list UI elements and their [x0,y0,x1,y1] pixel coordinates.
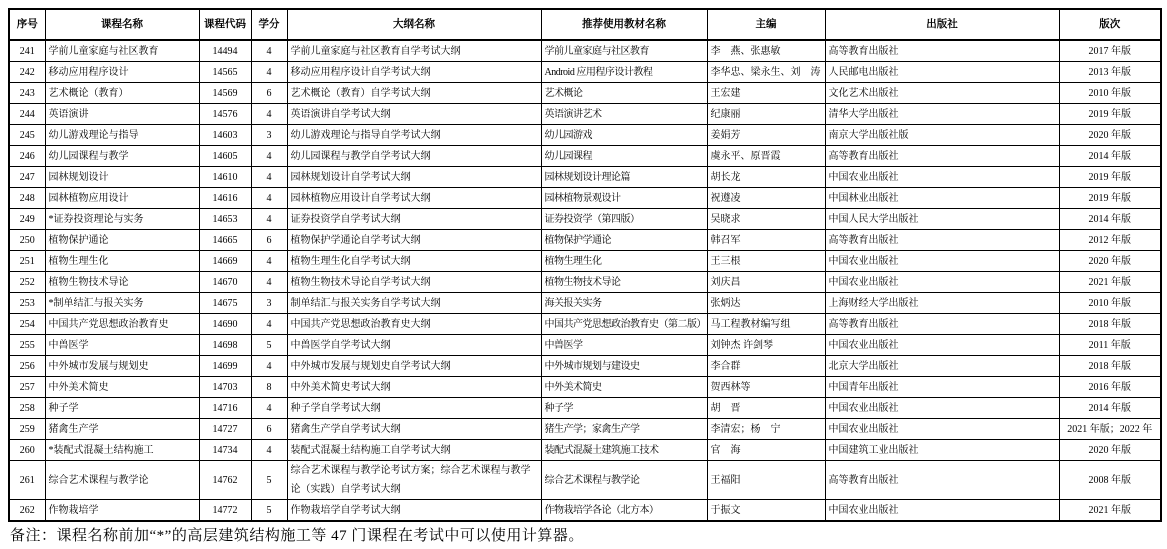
cell-credits: 4 [251,104,287,125]
cell-textbook-name: 中国共产党思想政治教育史（第二版） [541,314,707,335]
cell-edition: 2012 年版 [1059,230,1161,251]
cell-credits: 4 [251,356,287,377]
table-row [9,440,1161,461]
cell-textbook-name: 证券投资学（第四版） [541,209,707,230]
cell-course-name: 幼儿游戏理论与指导 [45,125,199,146]
cell-course-name: *制单结汇与报关实务 [45,293,199,314]
cell-edition: 2019 年版 [1059,104,1161,125]
cell-textbook-name: 中外美术简史 [541,377,707,398]
cell-edition: 2014 年版 [1059,209,1161,230]
cell-textbook-name: 猪生产学；家禽生产学 [541,419,707,440]
cell-course-code: 14653 [199,209,251,230]
cell-edition: 2018 年版 [1059,356,1161,377]
cell-outline-name: 艺术概论（教育）自学考试大纲 [287,83,541,104]
cell-textbook-name: 植物生理生化 [541,251,707,272]
cell-publisher: 中国建筑工业出版社 [825,440,1059,461]
cell-editor: 马工程教材编写组 [707,314,825,335]
cell-num: 244 [9,104,45,125]
column-header-credits: 学分 [251,9,287,40]
table-row [9,419,1161,440]
cell-editor: 刘钟杰 许剑琴 [707,335,825,356]
cell-course-name: 中外美术简史 [45,377,199,398]
table-row [9,335,1161,356]
cell-num: 246 [9,146,45,167]
cell-num: 256 [9,356,45,377]
cell-textbook-name: 艺术概论 [541,83,707,104]
cell-course-name: 中外城市发展与规划史 [45,356,199,377]
cell-num: 255 [9,335,45,356]
cell-course-name: 学前儿童家庭与社区教育 [45,40,199,62]
cell-outline-name: 装配式混凝土结构施工自学考试大纲 [287,440,541,461]
cell-num: 247 [9,167,45,188]
cell-course-code: 14675 [199,293,251,314]
cell-editor: 王三根 [707,251,825,272]
table-row [9,83,1161,104]
cell-editor: 李华忠、梁永生、刘 涛 [707,62,825,83]
table-row [9,377,1161,398]
cell-course-code: 14699 [199,356,251,377]
cell-publisher: 高等教育出版社 [825,461,1059,500]
cell-editor: 李 燕、张惠敏 [707,40,825,62]
cell-editor: 张炳达 [707,293,825,314]
cell-credits: 5 [251,461,287,500]
table-row [9,62,1161,83]
cell-editor: 姜娟芳 [707,125,825,146]
cell-course-code: 14698 [199,335,251,356]
cell-edition: 2020 年版 [1059,440,1161,461]
cell-publisher: 高等教育出版社 [825,146,1059,167]
cell-edition: 2010 年版 [1059,83,1161,104]
table-row [9,230,1161,251]
cell-editor: 刘庆昌 [707,272,825,293]
cell-publisher: 文化艺术出版社 [825,83,1059,104]
cell-editor: 王宏建 [707,83,825,104]
cell-num: 257 [9,377,45,398]
cell-publisher: 清华大学出版社 [825,104,1059,125]
cell-outline-name: 英语演讲自学考试大纲 [287,104,541,125]
cell-textbook-name: 幼儿园课程 [541,146,707,167]
cell-course-code: 14610 [199,167,251,188]
cell-outline-name: 幼儿游戏理论与指导自学考试大纲 [287,125,541,146]
cell-outline-name: 移动应用程序设计自学考试大纲 [287,62,541,83]
cell-publisher: 中国农业出版社 [825,500,1059,522]
cell-course-code: 14669 [199,251,251,272]
table-row [9,272,1161,293]
cell-edition: 2017 年版 [1059,40,1161,62]
table-row [9,251,1161,272]
cell-num: 258 [9,398,45,419]
cell-textbook-name: 幼儿园游戏 [541,125,707,146]
cell-num: 250 [9,230,45,251]
cell-outline-name: 证券投资学自学考试大纲 [287,209,541,230]
cell-editor: 贺西林等 [707,377,825,398]
cell-editor: 于振文 [707,500,825,522]
cell-editor: 吴晓求 [707,209,825,230]
cell-publisher: 中国青年出版社 [825,377,1059,398]
cell-course-name: 英语演讲 [45,104,199,125]
cell-course-code: 14576 [199,104,251,125]
cell-textbook-name: 园林规划设计理论篇 [541,167,707,188]
cell-publisher: 中国人民大学出版社 [825,209,1059,230]
cell-outline-name: 植物保护学通论自学考试大纲 [287,230,541,251]
column-header-editor: 主编 [707,9,825,40]
cell-editor: 官 海 [707,440,825,461]
cell-course-code: 14605 [199,146,251,167]
cell-publisher: 中国农业出版社 [825,419,1059,440]
cell-outline-name: 猪禽生产学自学考试大纲 [287,419,541,440]
cell-edition: 2013 年版 [1059,62,1161,83]
cell-publisher: 中国农业出版社 [825,251,1059,272]
cell-edition: 2020 年版 [1059,251,1161,272]
cell-credits: 6 [251,419,287,440]
cell-course-code: 14734 [199,440,251,461]
cell-editor: 虞永平、原晋霞 [707,146,825,167]
cell-textbook-name: 中兽医学 [541,335,707,356]
cell-course-name: 植物保护通论 [45,230,199,251]
cell-course-name: 植物生物技术导论 [45,272,199,293]
cell-course-code: 14616 [199,188,251,209]
cell-num: 260 [9,440,45,461]
cell-num: 261 [9,461,45,500]
cell-outline-name: 制单结汇与报关实务自学考试大纲 [287,293,541,314]
cell-publisher: 高等教育出版社 [825,230,1059,251]
cell-course-name: 中国共产党思想政治教育史 [45,314,199,335]
cell-course-name: *证券投资理论与实务 [45,209,199,230]
column-header-code: 课程代码 [199,9,251,40]
cell-outline-name: 作物栽培学自学考试大纲 [287,500,541,522]
cell-num: 262 [9,500,45,522]
cell-edition: 2014 年版 [1059,398,1161,419]
column-header-textbook: 推荐使用教材名称 [541,9,707,40]
cell-edition: 2011 年版 [1059,335,1161,356]
cell-credits: 4 [251,398,287,419]
cell-edition: 2019 年版 [1059,167,1161,188]
table-row [9,314,1161,335]
cell-course-code: 14690 [199,314,251,335]
cell-editor: 李合群 [707,356,825,377]
table-row [9,209,1161,230]
cell-textbook-name: 英语演讲艺术 [541,104,707,125]
cell-publisher: 高等教育出版社 [825,40,1059,62]
cell-course-name: *装配式混凝土结构施工 [45,440,199,461]
cell-num: 252 [9,272,45,293]
cell-credits: 4 [251,188,287,209]
table-header-row [9,9,1161,40]
cell-edition: 2021 年版 [1059,272,1161,293]
cell-outline-name: 中外美术简史考试大纲 [287,377,541,398]
cell-num: 243 [9,83,45,104]
cell-outline-name: 植物生物技术导论自学考试大纲 [287,272,541,293]
cell-credits: 4 [251,440,287,461]
column-header-num: 序号 [9,9,45,40]
cell-textbook-name: 园林植物景观设计 [541,188,707,209]
cell-publisher: 高等教育出版社 [825,314,1059,335]
cell-course-code: 14703 [199,377,251,398]
cell-course-name: 猪禽生产学 [45,419,199,440]
cell-publisher: 中国农业出版社 [825,398,1059,419]
cell-credits: 4 [251,251,287,272]
cell-outline-name: 幼儿园课程与教学自学考试大纲 [287,146,541,167]
cell-num: 251 [9,251,45,272]
cell-textbook-name: 植物保护学通论 [541,230,707,251]
cell-outline-name: 中外城市发展与规划史自学考试大纲 [287,356,541,377]
cell-course-code: 14565 [199,62,251,83]
cell-course-name: 综合艺术课程与教学论 [45,461,199,500]
cell-editor: 胡 晋 [707,398,825,419]
cell-course-name: 中兽医学 [45,335,199,356]
cell-num: 245 [9,125,45,146]
table-row [9,188,1161,209]
cell-course-code: 14772 [199,500,251,522]
cell-editor: 胡长龙 [707,167,825,188]
cell-credits: 5 [251,335,287,356]
cell-publisher: 北京大学出版社 [825,356,1059,377]
cell-course-name: 植物生理生化 [45,251,199,272]
cell-editor: 韩召军 [707,230,825,251]
cell-textbook-name: 植物生物技术导论 [541,272,707,293]
cell-credits: 4 [251,209,287,230]
cell-course-name: 作物栽培学 [45,500,199,522]
cell-num: 241 [9,40,45,62]
cell-publisher: 中国农业出版社 [825,335,1059,356]
cell-textbook-name: 海关报关实务 [541,293,707,314]
cell-outline-name: 中国共产党思想政治教育史大纲 [287,314,541,335]
cell-credits: 4 [251,146,287,167]
table-row [9,293,1161,314]
cell-edition: 2019 年版 [1059,188,1161,209]
cell-edition: 2010 年版 [1059,293,1161,314]
cell-num: 253 [9,293,45,314]
cell-edition: 2020 年版 [1059,125,1161,146]
cell-course-name: 幼儿园课程与教学 [45,146,199,167]
cell-course-code: 14762 [199,461,251,500]
cell-credits: 6 [251,230,287,251]
column-header-name: 课程名称 [45,9,199,40]
cell-course-code: 14727 [199,419,251,440]
table-row [9,104,1161,125]
cell-textbook-name: 学前儿童家庭与社区教育 [541,40,707,62]
cell-publisher: 人民邮电出版社 [825,62,1059,83]
cell-credits: 4 [251,314,287,335]
cell-outline-name: 学前儿童家庭与社区教育自学考试大纲 [287,40,541,62]
footnote: 备注：课程名称前加“*”的高层建筑结构施工等 47 门课程在考试中可以使用计算器。 [10,528,584,544]
cell-edition: 2021 年版 [1059,500,1161,522]
cell-credits: 4 [251,40,287,62]
cell-num: 242 [9,62,45,83]
cell-edition: 2021 年版；2022 年 [1059,419,1161,440]
cell-textbook-name: 综合艺术课程与教学论 [541,461,707,500]
table-row [9,146,1161,167]
cell-outline-name: 中兽医学自学考试大纲 [287,335,541,356]
cell-credits: 5 [251,500,287,522]
column-header-edition: 版次 [1059,9,1161,40]
cell-credits: 6 [251,83,287,104]
cell-editor: 祝遵凌 [707,188,825,209]
cell-num: 254 [9,314,45,335]
cell-course-name: 艺术概论（教育） [45,83,199,104]
table-row [9,398,1161,419]
cell-course-code: 14716 [199,398,251,419]
cell-edition: 2014 年版 [1059,146,1161,167]
cell-course-name: 园林植物应用设计 [45,188,199,209]
cell-publisher: 南京大学出版社版 [825,125,1059,146]
table-row [9,125,1161,146]
cell-publisher: 中国农业出版社 [825,167,1059,188]
column-header-publisher: 出版社 [825,9,1059,40]
cell-credits: 8 [251,377,287,398]
cell-num: 259 [9,419,45,440]
cell-edition: 2018 年版 [1059,314,1161,335]
cell-num: 248 [9,188,45,209]
cell-outline-name: 园林规划设计自学考试大纲 [287,167,541,188]
cell-outline-name: 种子学自学考试大纲 [287,398,541,419]
cell-edition: 2016 年版 [1059,377,1161,398]
cell-credits: 4 [251,62,287,83]
column-header-outline: 大纲名称 [287,9,541,40]
cell-course-code: 14494 [199,40,251,62]
cell-publisher: 中国林业出版社 [825,188,1059,209]
cell-course-name: 种子学 [45,398,199,419]
cell-course-name: 移动应用程序设计 [45,62,199,83]
cell-credits: 3 [251,293,287,314]
cell-edition: 2008 年版 [1059,461,1161,500]
table-row [9,500,1161,522]
cell-publisher: 上海财经大学出版社 [825,293,1059,314]
cell-credits: 4 [251,167,287,188]
cell-course-name: 园林规划设计 [45,167,199,188]
table-row [9,40,1161,62]
cell-credits: 4 [251,272,287,293]
cell-course-code: 14670 [199,272,251,293]
cell-textbook-name: Android 应用程序设计教程 [541,62,707,83]
cell-textbook-name: 种子学 [541,398,707,419]
cell-textbook-name: 作物栽培学各论（北方本） [541,500,707,522]
cell-course-code: 14569 [199,83,251,104]
cell-editor: 纪康丽 [707,104,825,125]
cell-editor: 李清宏；杨 宁 [707,419,825,440]
course-table-body [9,40,1161,521]
table-row [9,461,1161,500]
cell-publisher: 中国农业出版社 [825,272,1059,293]
cell-num: 249 [9,209,45,230]
cell-outline-name: 植物生理生化自学考试大纲 [287,251,541,272]
cell-outline-name: 综合艺术课程与教学论考试方案；综合艺术课程与教学论（实践）自学考试大纲 [287,461,541,500]
cell-outline-name: 园林植物应用设计自学考试大纲 [287,188,541,209]
table-row [9,167,1161,188]
table-row [9,356,1161,377]
cell-course-code: 14665 [199,230,251,251]
cell-editor: 王福阳 [707,461,825,500]
cell-textbook-name: 中外城市规划与建设史 [541,356,707,377]
cell-textbook-name: 装配式混凝土建筑施工技术 [541,440,707,461]
cell-course-code: 14603 [199,125,251,146]
course-table [8,8,1162,522]
cell-credits: 3 [251,125,287,146]
